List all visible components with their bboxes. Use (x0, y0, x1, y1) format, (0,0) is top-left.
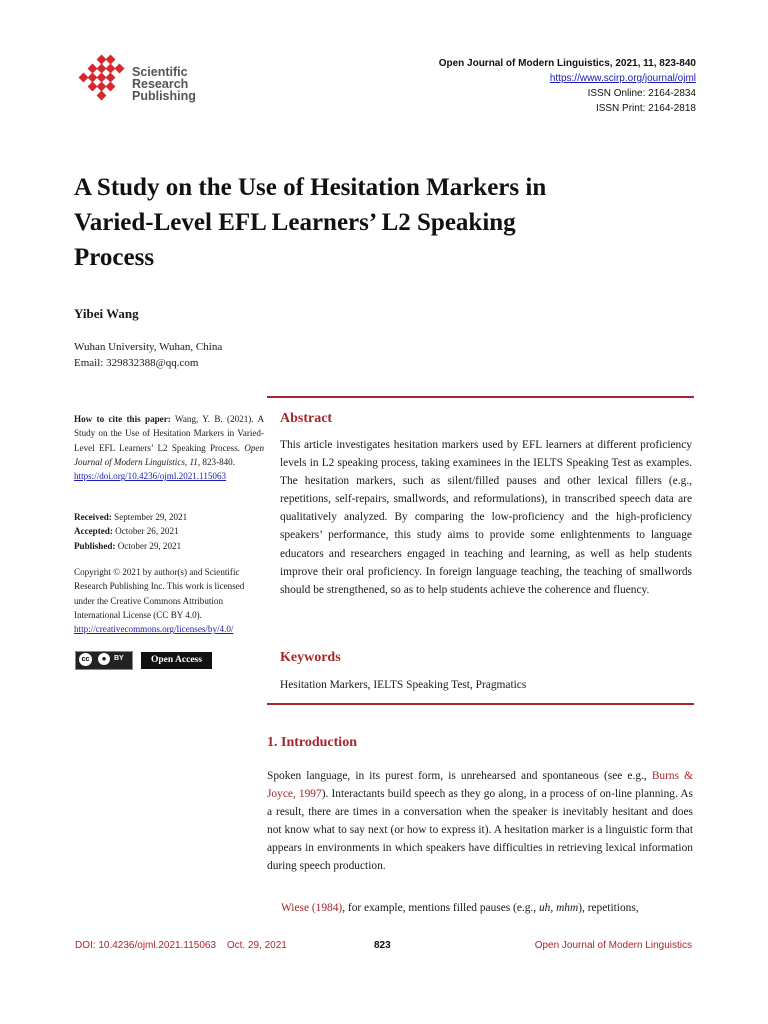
intro-paragraph-2 (267, 899, 693, 917)
received-label: Received: (74, 512, 112, 522)
published-label: Published: (74, 540, 116, 551)
author-name: Yibei Wang (74, 306, 139, 321)
journal-url-link[interactable]: https://www.scirp.org/journal/ojml (549, 73, 696, 84)
footer-doi-text: DOI: 10.4236/ojml.2021.115063 (75, 940, 217, 951)
cite-label: How to cite this paper: (74, 414, 171, 424)
license-link[interactable]: http://creativecommons.org/licenses/by/4.0/ (74, 624, 234, 635)
ref-wiese[interactable]: Wiese (1984) (281, 902, 343, 914)
license-badges (75, 651, 212, 669)
keywords-bottom-rule (267, 703, 694, 705)
intro-p2-text-a: , for example, mentions filled pauses (e.g., (342, 902, 537, 914)
intro-heading: 1. Introduction (267, 735, 357, 750)
publisher-name-line1: Scientific (132, 65, 188, 79)
accepted-label: Accepted: (74, 526, 113, 537)
journal-info (439, 56, 696, 116)
cite-pages: 823-840. (202, 456, 236, 467)
publisher-name-line2: Research (132, 77, 189, 91)
published-date: October 29, 2021 (117, 540, 182, 551)
intro-p2-text-b: ), repetitions, (578, 902, 639, 914)
footer-date: Oct. 29, 2021 (226, 940, 287, 951)
keywords-text: Hesitation Markers, IELTS Speaking Test, Pragmatics (280, 679, 527, 691)
citation-block (74, 412, 264, 483)
doi-link[interactable]: https://doi.org/10.4236/ojml.2021.115063 (74, 471, 227, 482)
title-line-1: A Study on the Use of Hesitation Markers in (74, 174, 547, 201)
publisher-name-line3: Publishing (132, 89, 196, 103)
by-icon: ● (98, 653, 110, 665)
journal-citation: Open Journal of Modern Linguistics, 2021, 11, 823-840 (438, 58, 696, 69)
cc-icon: cc (79, 653, 92, 666)
publisher-logo (76, 54, 206, 110)
issn-online: ISSN Online: 2164-2834 (587, 88, 696, 99)
abstract-heading: Abstract (280, 411, 333, 426)
cite-journal: Open Journal of Modern Linguistics, 11, (74, 442, 264, 467)
copyright-block (74, 565, 264, 636)
publisher-logo-icon (76, 54, 132, 110)
author-email: Email: 329832388@qq.com (74, 357, 199, 369)
intro-p1-text-b: ). Interactants build speech as they go along, in a process of on-line planning. As a result, there are times in a conversation when the speaker is inevitably hesitant and does not know what to say next (or how to express it). A hesitation marker is a linguistic form that appears in environments in which speakers have difficulties in retrieving lexical information during speech production. (267, 788, 693, 872)
intro-paragraph-1 (267, 767, 693, 875)
footer-doi (75, 940, 287, 951)
cite-text: Wang, Y. B. (2021). A Study on the Use of Hesitation Markers in Varied-Level EFL Learners’ L2 Speaking Process. (74, 414, 265, 453)
intro-p2-example: uh, mhm (538, 902, 579, 914)
received-date: September 29, 2021 (114, 512, 188, 522)
abstract-top-rule (267, 396, 694, 398)
affiliation-block (74, 339, 222, 371)
footer-journal: Open Journal of Modern Linguistics (534, 940, 692, 951)
keywords-heading: Keywords (280, 650, 341, 665)
title-line-3: Process (74, 244, 155, 271)
issn-print: ISSN Print: 2164-2818 (595, 103, 696, 114)
by-label: BY (114, 655, 124, 662)
affiliation: Wuhan University, Wuhan, China (74, 341, 223, 353)
abstract-text: This article investigates hesitation markers used by EFL learners at different proficiency levels in L2 speaking process, taking examinees in the IELTS Speaking Test as examples. The hesitation markers, such as silent/filled pauses and other lexical fillers (e.g., repetitions, self-repairs, smallwords, and reformulations), in transcribed speech data are qualitatively analyzed. By comparing the low-proficiency and the high-proficiency speakers’ performance, this study aims to provide some enlightenments to language educators and researchers engaged in teaching and learning, as well as help students improve their oral proficiency. In foreign language teaching, the teaching of smallwords should be strengthened, so as to help students achieve the coherence and fluency. (280, 439, 692, 596)
copyright-text: Copyright © 2021 by author(s) and Scientific Research Publishing Inc. This work is licensed under the Creative Commons Attribution International License (CC BY 4.0). (74, 567, 245, 620)
intro-p1-text-a: Spoken language, in its purest form, is unrehearsed and spontaneous (see e.g., (267, 770, 647, 782)
ref-burns-joyce[interactable]: Burns & Joyce, 1997 (267, 770, 694, 800)
accepted-date: October 26, 2021 (115, 526, 179, 537)
dates-block (74, 510, 264, 553)
cc-by-badge[interactable] (75, 651, 133, 670)
article-title (74, 170, 674, 275)
title-line-2: Varied-Level EFL Learners’ L2 Speaking (74, 209, 516, 236)
open-access-badge[interactable]: Open Access (141, 652, 212, 669)
footer-page-number: 823 (374, 940, 391, 951)
